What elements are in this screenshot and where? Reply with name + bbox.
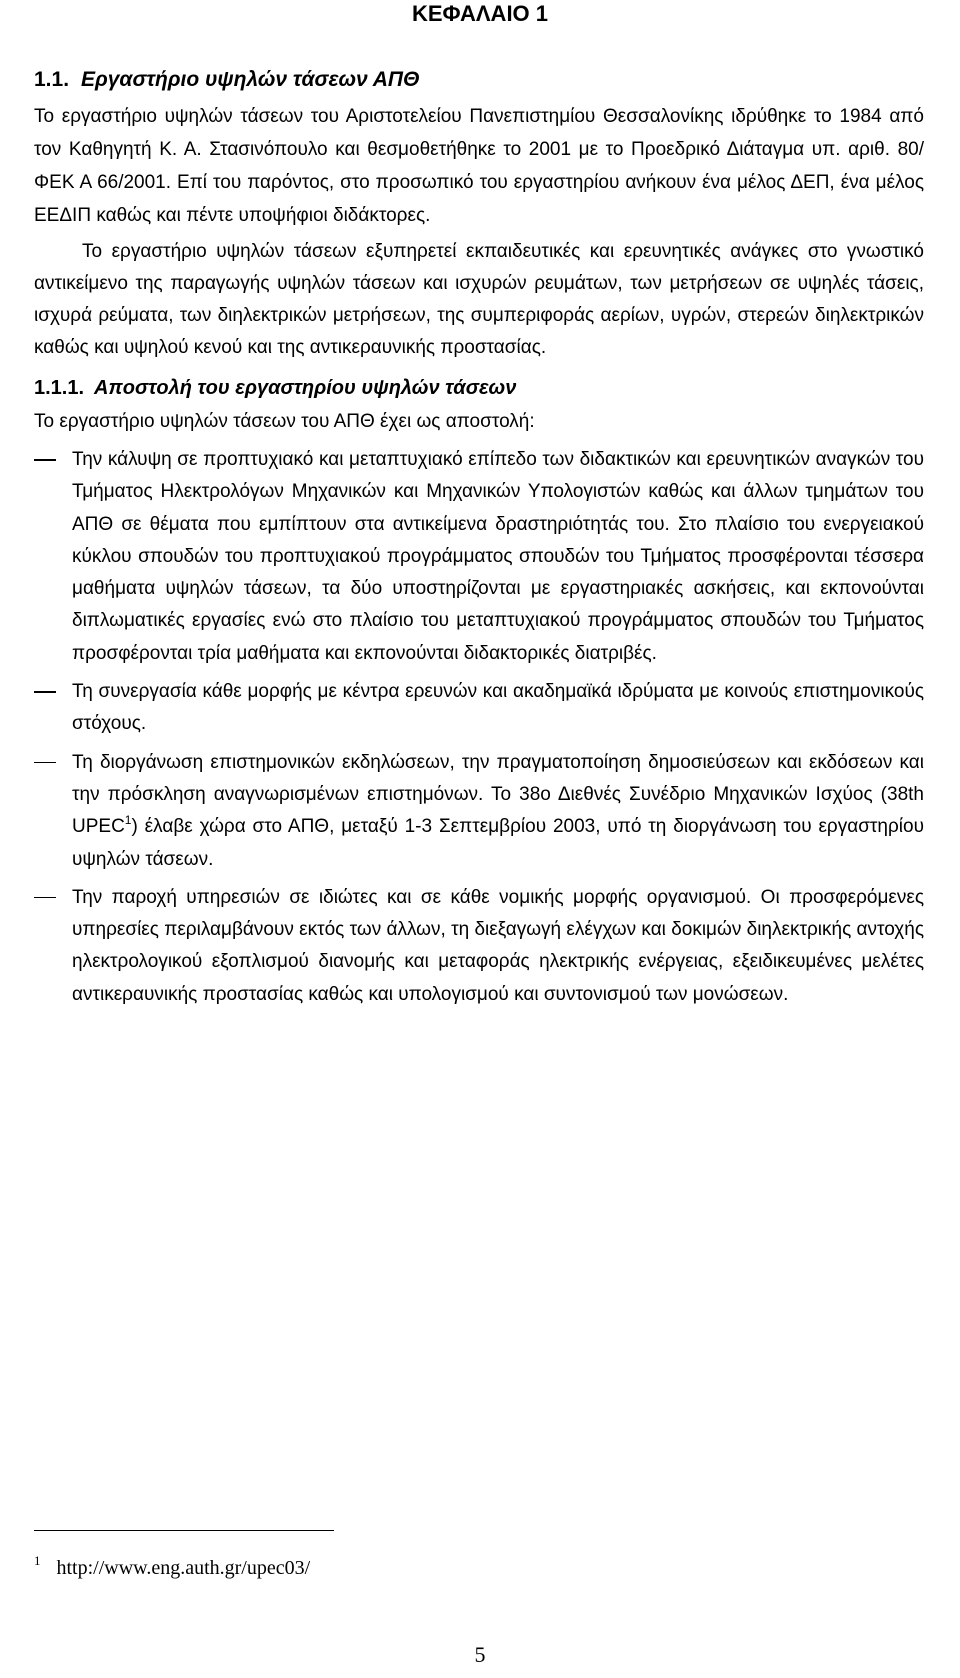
- list-item: [34, 882, 924, 1011]
- chapter-title: ΚΕΦΑΛΑΙΟ 1: [411, 1, 549, 26]
- list-item-text: Τη συνεργασία κάθε μορφής με κέντρα ερευνών και ακαδημαϊκά ιδρύματα με κοινούς επιστημονικούς στόχους.: [72, 681, 924, 735]
- footnote-reference: 1: [124, 813, 132, 828]
- list-item-text-continued: ) έλαβε χώρα στο ΑΠΘ, μεταξύ 1-3 Σεπτεμβρίου 2003, υπό τη διοργάνωση του εργαστηρίου υψηλών τάσεων.: [72, 816, 924, 870]
- section-number: 1.1.: [34, 68, 70, 91]
- page-content: [34, 66, 924, 1017]
- footnote-divider: [34, 1530, 334, 1531]
- mission-list: [34, 444, 924, 1011]
- section-title: Εργαστήριο υψηλών τάσεων ΑΠΘ: [81, 68, 420, 91]
- list-item: [34, 444, 924, 670]
- dash-bullet-icon: [34, 691, 56, 693]
- section-paragraph-2: Το εργαστήριο υψηλών τάσεων εξυπηρετεί εκπαιδευτικές και ερευνητικές ανάγκες στο γνωστικό αντικείμενο της παραγωγής υψηλών τάσεων και ισχυρών ρευμάτων, των μετρήσεων σε υψηλές τάσεις, ισχυρά ρεύματα, των διηλεκτρικών μετρήσεων, της συμπεριφοράς αερίων, υγρών, στερεών διηλεκτρικών καθώς και υψηλού κενού και της αντικεραυνικής προστασίας.: [34, 241, 924, 358]
- subsection-number: 1.1.1.: [34, 377, 85, 399]
- footnote-number: 1: [34, 1553, 41, 1568]
- list-item: [34, 747, 924, 876]
- list-item-text: Τη διοργάνωση επιστημονικών εκδηλώσεων, την πραγματοποίηση δημοσιεύσεων και εκδόσεων και την πρόσκληση αναγνωρισμένων επιστημόνων. Το 38ο Διεθνές Συνέδριο Μηχανικών Ισχύος (38th UPEC: [72, 751, 924, 838]
- page-number: 5: [474, 1642, 486, 1667]
- section-heading: [34, 66, 924, 94]
- subsection-title: Αποστολή του εργαστηρίου υψηλών τάσεων: [94, 377, 517, 399]
- subsection-intro: Το εργαστήριο υψηλών τάσεων του ΑΠΘ έχει ως αποστολή:: [34, 411, 535, 432]
- dash-bullet-icon: [34, 762, 56, 764]
- list-item-text: Την κάλυψη σε προπτυχιακό και μεταπτυχιακό επίπεδο των διδακτικών και ερευνητικών αναγκών του Τμήματος Ηλεκτρολόγων Μηχανικών και Μηχανικών Υπολογιστών καθώς και άλλων τμημάτων του ΑΠΘ σε θέματα που εμπίπτουν στα αντικείμενα δραστηριότητάς του. Στο πλαίσιο του ενεργειακού κύκλου σπουδών του προπτυχιακού προγράμματος σπουδών του Τμήματος προσφέρονται τέσσερα μαθήματα υψηλών τάσεων, τα δύο υποστηρίζονται με εργαστηριακές ασκήσεις, και εκπονούνται διπλωματικές εργασίες ενώ στο πλαίσιο του μεταπτυχιακού προγράμματος σπουδών του Τμήματος προσφέρονται τρία μαθήματα και εκπονούνται διδακτορικές διατριβές.: [72, 449, 924, 664]
- list-item-text: Την παροχή υπηρεσιών σε ιδιώτες και σε κάθε νομικής μορφής οργανισμού. Οι προσφερόμενες υπηρεσίες περιλαμβάνουν εκτός των άλλων, τη διεξαγωγή ελέγχων και δοκιμών διηλεκτρικής αντοχής ηλεκτρολογικού εξοπλισμού διανομής και μεταφοράς ηλεκτρικής ενέργειας, εξειδικευμένες μελέτες αντικεραυνικής προστασίας καθώς και υπολογισμού και συντονισμού των μονώσεων.: [72, 886, 924, 1005]
- list-item: [34, 676, 924, 741]
- dash-bullet-icon: [34, 459, 56, 461]
- footnote-link[interactable]: http://www.eng.auth.gr/upec03/: [56, 1557, 311, 1579]
- dash-bullet-icon: [34, 897, 56, 899]
- subsection-heading: [34, 374, 924, 402]
- section-paragraph-1: Το εργαστήριο υψηλών τάσεων του Αριστοτελείου Πανεπιστημίου Θεσσαλονίκης ιδρύθηκε το 1984 από τον Καθηγητή Κ. Α. Στασινόπουλο και θεσμοθετήθηκε το 2001 με το Προεδρικό Διάταγμα υπ. αριθ. 80/ΦΕΚ Α 66/2001. Επί του παρόντος, στο προσωπικό του εργαστηρίου ανήκουν ένα μέλος ΔΕΠ, ένα μέλος ΕΕΔΙΠ καθώς και πέντε υποψήφιοι διδάκτορες.: [34, 106, 924, 226]
- footnote: [34, 1548, 310, 1581]
